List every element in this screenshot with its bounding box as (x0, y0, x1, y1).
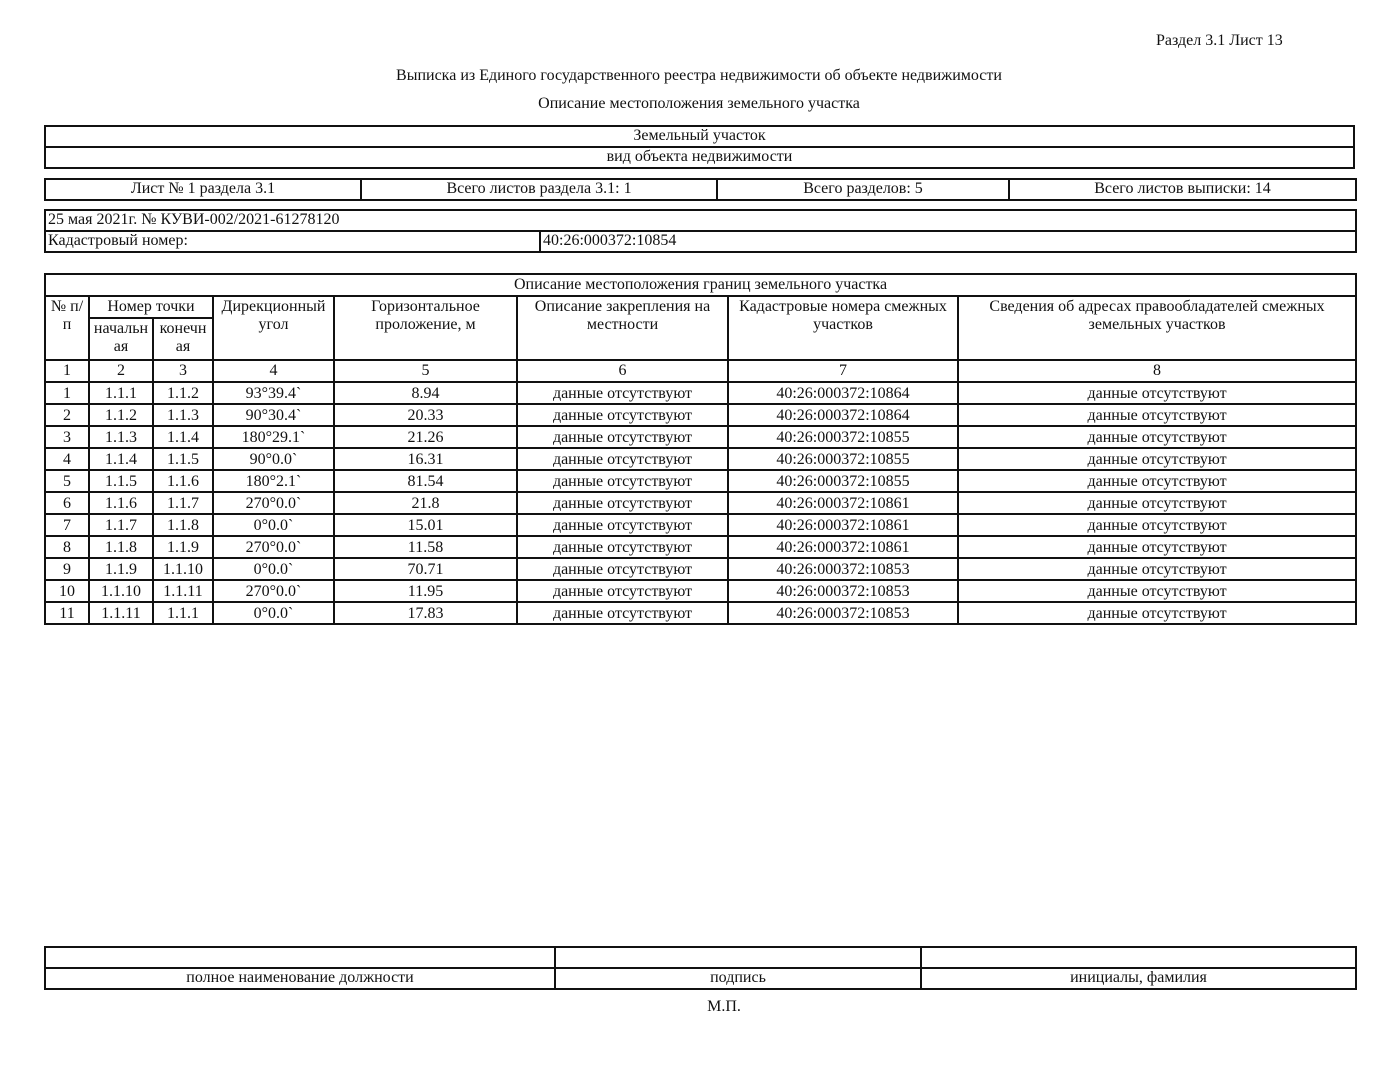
fixing-description: данные отсутствуют (517, 558, 728, 580)
horizontal-distance: 81.54 (334, 470, 517, 492)
cadastral-number-label: Кадастровый номер: (45, 231, 540, 252)
position-caption: полное наименование должности (45, 968, 555, 989)
owner-address: данные отсутствуют (958, 514, 1356, 536)
name-caption: инициалы, фамилия (921, 968, 1356, 989)
row-num: 3 (45, 426, 89, 448)
horizontal-distance: 15.01 (334, 514, 517, 536)
table-row (45, 426, 1356, 448)
adjacent-cadastral-number: 40:26:000372:10861 (728, 514, 958, 536)
header-point-number: Номер точки (89, 296, 213, 318)
row-num: 11 (45, 602, 89, 624)
owner-address: данные отсутствуют (958, 448, 1356, 470)
point-start: 1.1.9 (89, 558, 153, 580)
horizontal-distance: 8.94 (334, 382, 517, 404)
fixing-description: данные отсутствуют (517, 426, 728, 448)
owner-address: данные отсутствуют (958, 536, 1356, 558)
header-num: № п/п (45, 296, 89, 360)
table-row (45, 382, 1356, 404)
horizontal-distance: 21.8 (334, 492, 517, 514)
direction-angle: 0°0.0` (213, 558, 334, 580)
column-number: 6 (517, 360, 728, 382)
row-num: 4 (45, 448, 89, 470)
row-num: 1 (45, 382, 89, 404)
fixing-description: данные отсутствуют (517, 470, 728, 492)
row-num: 6 (45, 492, 89, 514)
signature-caption: подпись (555, 968, 921, 989)
point-start: 1.1.11 (89, 602, 153, 624)
table-row (45, 536, 1356, 558)
direction-angle: 0°0.0` (213, 514, 334, 536)
point-end: 1.1.11 (153, 580, 213, 602)
owner-address: данные отсутствуют (958, 558, 1356, 580)
position-field (45, 947, 555, 968)
direction-angle: 180°2.1` (213, 470, 334, 492)
object-type: Земельный участок (45, 126, 1354, 147)
point-end: 1.1.8 (153, 514, 213, 536)
total-sheets-section: Всего листов раздела 3.1: 1 (361, 179, 717, 200)
column-number: 3 (153, 360, 213, 382)
page-label: Раздел 3.1 Лист 13 (1156, 32, 1283, 49)
fixing-description: данные отсутствуют (517, 492, 728, 514)
owner-address: данные отсутствуют (958, 382, 1356, 404)
total-sections: Всего разделов: 5 (717, 179, 1009, 200)
signature-table (44, 946, 1357, 990)
horizontal-distance: 16.31 (334, 448, 517, 470)
adjacent-cadastral-number: 40:26:000372:10853 (728, 558, 958, 580)
point-start: 1.1.6 (89, 492, 153, 514)
fixing-description: данные отсутствуют (517, 448, 728, 470)
owner-address: данные отсутствуют (958, 426, 1356, 448)
fixing-description: данные отсутствуют (517, 514, 728, 536)
fixing-description: данные отсутствуют (517, 404, 728, 426)
point-start: 1.1.3 (89, 426, 153, 448)
column-number: 4 (213, 360, 334, 382)
adjacent-cadastral-number: 40:26:000372:10861 (728, 536, 958, 558)
header-distance: Горизонтальное проложение, м (334, 296, 517, 360)
document-title: Выписка из Единого государственного реестра недвижимости об объекте недвижимости (396, 67, 1002, 84)
boundaries-table (44, 273, 1357, 625)
table-row (45, 558, 1356, 580)
direction-angle: 180°29.1` (213, 426, 334, 448)
adjacent-cadastral-number: 40:26:000372:10855 (728, 448, 958, 470)
adjacent-cadastral-number: 40:26:000372:10864 (728, 382, 958, 404)
point-end: 1.1.2 (153, 382, 213, 404)
row-num: 8 (45, 536, 89, 558)
column-numbers-row (45, 360, 1356, 382)
column-number: 1 (45, 360, 89, 382)
document-subtitle: Описание местоположения земельного участка (538, 95, 860, 112)
owner-address: данные отсутствуют (958, 602, 1356, 624)
sheets-info-table (44, 178, 1357, 201)
header-owner-addresses: Сведения об адресах правообладателей смежных земельных участков (958, 296, 1356, 360)
point-end: 1.1.4 (153, 426, 213, 448)
horizontal-distance: 11.95 (334, 580, 517, 602)
adjacent-cadastral-number: 40:26:000372:10855 (728, 426, 958, 448)
adjacent-cadastral-number: 40:26:000372:10864 (728, 404, 958, 426)
column-number: 7 (728, 360, 958, 382)
point-start: 1.1.7 (89, 514, 153, 536)
point-end: 1.1.7 (153, 492, 213, 514)
adjacent-cadastral-number: 40:26:000372:10853 (728, 580, 958, 602)
column-number: 2 (89, 360, 153, 382)
header-angle: Дирекционный угол (213, 296, 334, 360)
cadastral-number-value: 40:26:000372:10854 (540, 231, 1356, 252)
column-number: 5 (334, 360, 517, 382)
owner-address: данные отсутствуют (958, 404, 1356, 426)
name-field (921, 947, 1356, 968)
header-adjacent-cadastral: Кадастровые номера смежных участков (728, 296, 958, 360)
direction-angle: 270°0.0` (213, 536, 334, 558)
boundaries-caption: Описание местоположения границ земельного участка (45, 274, 1356, 296)
object-type-caption: вид объекта недвижимости (45, 147, 1354, 168)
point-end: 1.1.5 (153, 448, 213, 470)
point-start: 1.1.4 (89, 448, 153, 470)
table-row (45, 404, 1356, 426)
row-num: 2 (45, 404, 89, 426)
stamp-label: М.П. (707, 998, 741, 1015)
owner-address: данные отсутствуют (958, 470, 1356, 492)
direction-angle: 270°0.0` (213, 492, 334, 514)
table-row (45, 602, 1356, 624)
fixing-description: данные отсутствуют (517, 602, 728, 624)
horizontal-distance: 17.83 (334, 602, 517, 624)
fixing-description: данные отсутствуют (517, 536, 728, 558)
horizontal-distance: 11.58 (334, 536, 517, 558)
point-start: 1.1.1 (89, 382, 153, 404)
horizontal-distance: 21.26 (334, 426, 517, 448)
header-point-start: начальн ая (89, 318, 153, 360)
direction-angle: 90°30.4` (213, 404, 334, 426)
row-num: 7 (45, 514, 89, 536)
horizontal-distance: 20.33 (334, 404, 517, 426)
point-end: 1.1.10 (153, 558, 213, 580)
owner-address: данные отсутствуют (958, 580, 1356, 602)
direction-angle: 270°0.0` (213, 580, 334, 602)
adjacent-cadastral-number: 40:26:000372:10855 (728, 470, 958, 492)
horizontal-distance: 70.71 (334, 558, 517, 580)
point-start: 1.1.2 (89, 404, 153, 426)
adjacent-cadastral-number: 40:26:000372:10861 (728, 492, 958, 514)
table-row (45, 448, 1356, 470)
header-fixing: Описание закрепления на местности (517, 296, 728, 360)
sheet-number: Лист № 1 раздела 3.1 (45, 179, 361, 200)
total-sheets-extract: Всего листов выписки: 14 (1009, 179, 1356, 200)
extract-date-number: 25 мая 2021г. № КУВИ-002/2021-61278120 (45, 210, 1356, 231)
point-end: 1.1.3 (153, 404, 213, 426)
column-number: 8 (958, 360, 1356, 382)
point-start: 1.1.10 (89, 580, 153, 602)
row-num: 9 (45, 558, 89, 580)
row-num: 10 (45, 580, 89, 602)
point-start: 1.1.5 (89, 470, 153, 492)
extract-info-table (44, 209, 1357, 253)
point-end: 1.1.1 (153, 602, 213, 624)
row-num: 5 (45, 470, 89, 492)
direction-angle: 0°0.0` (213, 602, 334, 624)
table-row (45, 580, 1356, 602)
object-type-table (44, 125, 1355, 169)
point-end: 1.1.9 (153, 536, 213, 558)
point-end: 1.1.6 (153, 470, 213, 492)
header-point-end: конечн ая (153, 318, 213, 360)
direction-angle: 93°39.4` (213, 382, 334, 404)
table-row (45, 492, 1356, 514)
fixing-description: данные отсутствуют (517, 580, 728, 602)
owner-address: данные отсутствуют (958, 492, 1356, 514)
point-start: 1.1.8 (89, 536, 153, 558)
signature-field (555, 947, 921, 968)
adjacent-cadastral-number: 40:26:000372:10853 (728, 602, 958, 624)
table-row (45, 470, 1356, 492)
fixing-description: данные отсутствуют (517, 382, 728, 404)
table-row (45, 514, 1356, 536)
direction-angle: 90°0.0` (213, 448, 334, 470)
